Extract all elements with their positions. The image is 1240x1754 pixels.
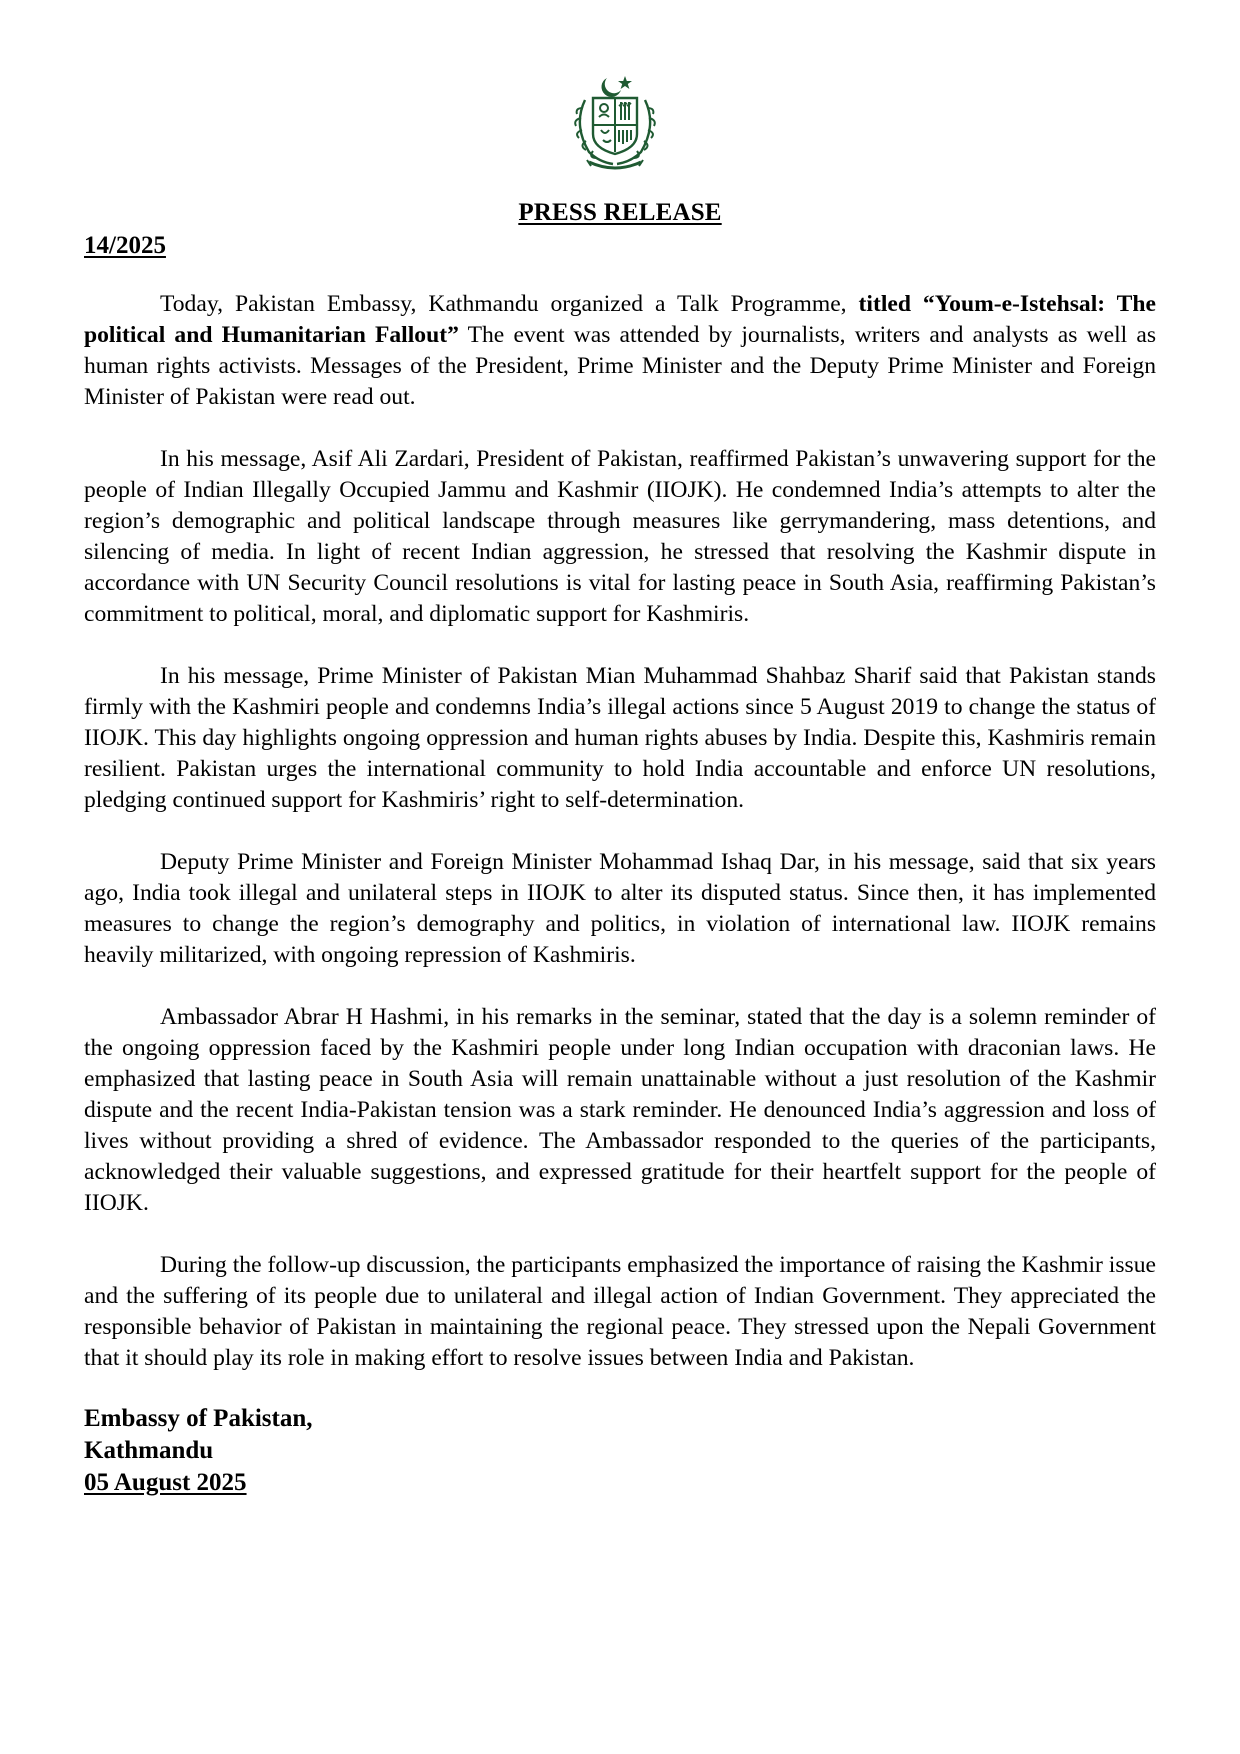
press-release-body xyxy=(84,289,1156,1374)
paragraph-intro xyxy=(84,289,1156,413)
signoff-organization: Embassy of Pakistan, xyxy=(84,1405,313,1432)
paragraph-president-message: In his message, Asif Ali Zardari, President of Pakistan, reaffirmed Pakistan’s unwavering support for the people of Indian Illegally Occupied Jammu and Kashmir (IIOJK). He condemned India’s attempts to alter the region’s demographic and political landscape through measures like gerrymandering, mass detentions, and silencing of media. In light of recent Indian aggression, he stressed that resolving the Kashmir dispute in accordance with UN Security Council resolutions is vital for lasting peace in South Asia, reaffirming Pakistan’s commitment to political, moral, and diplomatic support for Kashmiris. xyxy=(84,446,1156,627)
reference-number: 14/2025 xyxy=(84,232,166,259)
signoff-date: 05 August 2025 xyxy=(84,1469,247,1496)
paragraph-intro-lead: Today, Pakistan Embassy, Kathmandu organized a Talk Programme, xyxy=(160,291,859,317)
state-emblem-of-pakistan-icon xyxy=(555,70,675,174)
paragraph-foreign-minister-message: Deputy Prime Minister and Foreign Minister Mohammad Ishaq Dar, in his message, said that six years ago, India took illegal and unilateral steps in IIOJK to alter its disputed status. Since then, it has implemented measures to change the region’s demography and politics, in violation of international law. IIOJK remains heavily militarized, with ongoing repression of Kashmiris. xyxy=(84,849,1156,968)
paragraph-ambassador-remarks: Ambassador Abrar H Hashmi, in his remarks in the seminar, stated that the day is a solemn reminder of the ongoing oppression faced by the Kashmiri people under long Indian occupation with draconian laws. He emphasized that lasting peace in South Asia will remain unattainable without a just resolution of the Kashmir dispute and the recent India-Pakistan tension was a stark reminder. He denounced India’s aggression and loss of lives without providing a shred of evidence. The Ambassador responded to the queries of the participants, acknowledged their valuable suggestions, and expressed gratitude for their heartfelt support for the people of IIOJK. xyxy=(84,1004,1156,1216)
event-title: titled “Youm-e-Istehsal: The political and Humanitarian Fallout” xyxy=(84,291,1156,348)
signoff-block xyxy=(84,1403,313,1499)
paragraph-intro-tail: The event was attended by journalists, writers and analysts as well as human rights activists. Messages of the President, Prime Minister and the Deputy Prime Minister and Foreign Minister of Pakistan were read out. xyxy=(84,322,1157,410)
paragraph-discussion: During the follow-up discussion, the participants emphasized the importance of raising the Kashmir issue and the suffering of its people due to unilateral and illegal action of Indian Government. They appreciated the responsible behavior of Pakistan in maintaining the regional peace. They stressed upon the Nepali Government that it should play its role in making effort to resolve issues between India and Pakistan. xyxy=(84,1252,1156,1371)
page-title: PRESS RELEASE xyxy=(518,199,722,226)
paragraph-prime-minister-message: In his message, Prime Minister of Pakistan Mian Muhammad Shahbaz Sharif said that Pakistan stands firmly with the Kashmiri people and condemns India’s illegal actions since 5 August 2019 to change the status of IIOJK. This day highlights ongoing oppression and human rights abuses by India. Despite this, Kashmiris remain resilient. Pakistan urges the international community to hold India accountable and enforce UN resolutions, pledging continued support for Kashmiris’ right to self-determination. xyxy=(84,663,1156,813)
signoff-city: Kathmandu xyxy=(84,1437,214,1464)
